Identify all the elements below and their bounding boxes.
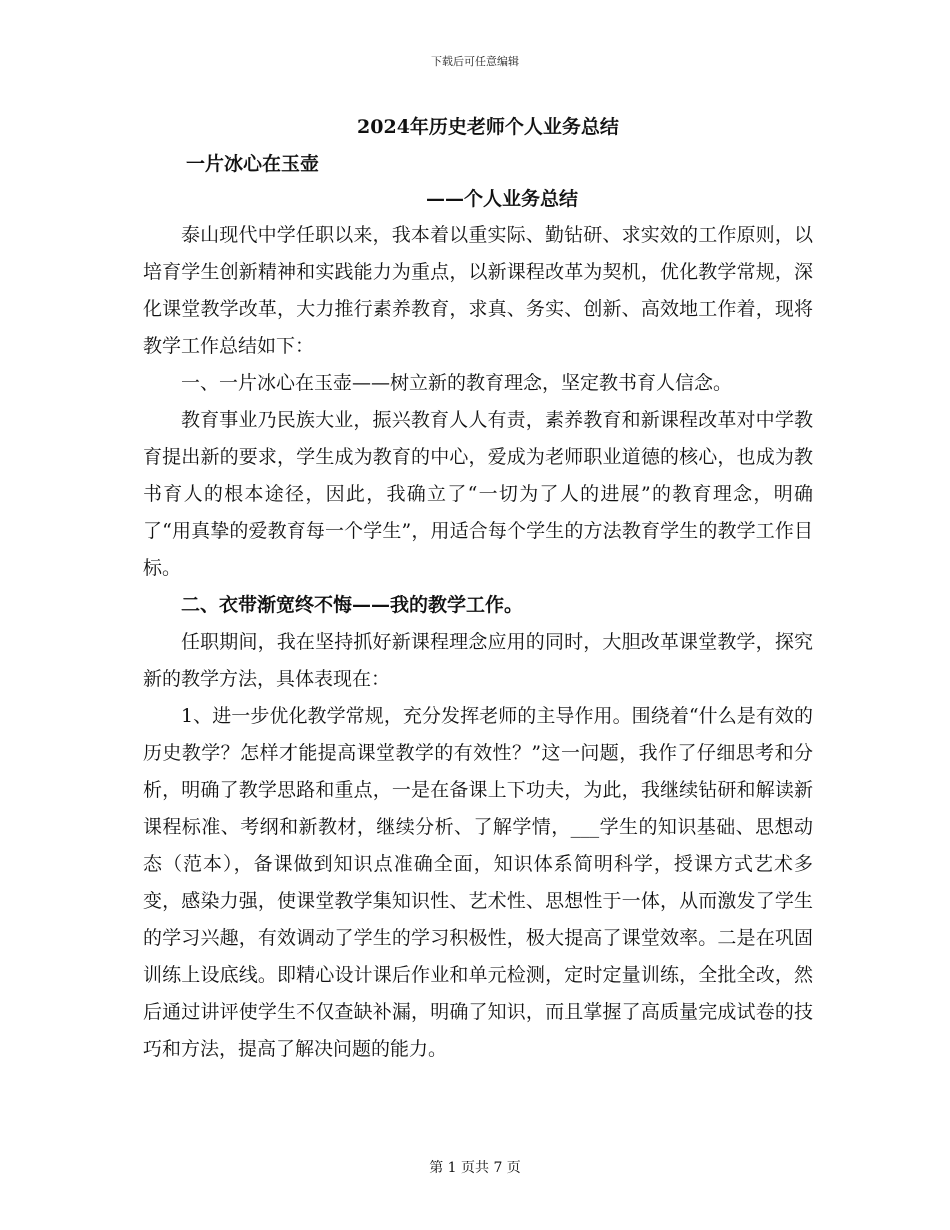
document-subtitle: ——个人业务总结 [425,188,578,210]
paragraph-intro: 泰山现代中学任职以来，我本着以重实际、勤钻研、求实效的工作原则，以培育学生创新精神和实践能力为重点，以新课程改革为契机，优化教学常规，深化课堂教学改革，大力推行素养教育，求真、务实、创新、高效地工作着，现将教学工作总结如下： [143,224,813,357]
document-body [143,112,813,1068]
page-number: 第 1 页共 7 页 [429,1160,521,1176]
paragraph-teaching-reform: 任职期间，我在坚持抓好新课程理念应用的同时，大胆改革课堂教学，探究新的教学方法，具体表现在： [143,631,813,690]
paragraph-education-philosophy: 教育事业乃民族大业，振兴教育人人有责，素养教育和新课程改革对中学教育提出新的要求，学生成为教育的中心，爱成为老师职业道德的核心，也成为教书育人的根本途径，因此，我确立了“一切为了人的进展”的教育理念，明确了“用真挚的爱教育每一个学生”，用适合每个学生的方法教育学生的教学工作目标。 [143,409,813,579]
paragraph-section-two: 二、衣带渐宽终不悔——我的教学工作。 [181,594,524,616]
section-heading: 一片冰心在玉壶 [186,153,320,175]
paragraph-section-one: 一、一片冰心在玉壶——树立新的教育理念，坚定教书育人信念。 [181,372,733,394]
document-title: 2024年历史老师个人业务总结 [357,116,619,138]
paragraph-item-one: 1、进一步优化教学常规，充分发挥老师的主导作用。围绕着“什么是有效的历史教学？怎样才能提高课堂教学的有效性？”这一问题，我作了仔细思考和分析，明确了教学思路和重点，一是在备课上下功夫，为此，我继续钻研和解读新课程标准、考纲和新教材，继续分析、了解学情，___学生的知识基础、思想动态（范本），备课做到知识点准确全面，知识体系简明科学，授课方式艺术多变，感染力强，使课堂教学集知识性、艺术性、思想性于一体，从而激发了学生的学习兴趣，有效调动了学生的学习积极性，极大提高了课堂效率。二是在巩固训练上设底线。即精心设计课后作业和单元检测，定时定量训练，全批全改，然后通过讲评使学生不仅查缺补漏，明确了知识，而且掌握了高质量完成试卷的技巧和方法，提高了解决问题的能力。 [143,705,813,1060]
header-note: 下载后可任意编辑 [431,55,519,68]
